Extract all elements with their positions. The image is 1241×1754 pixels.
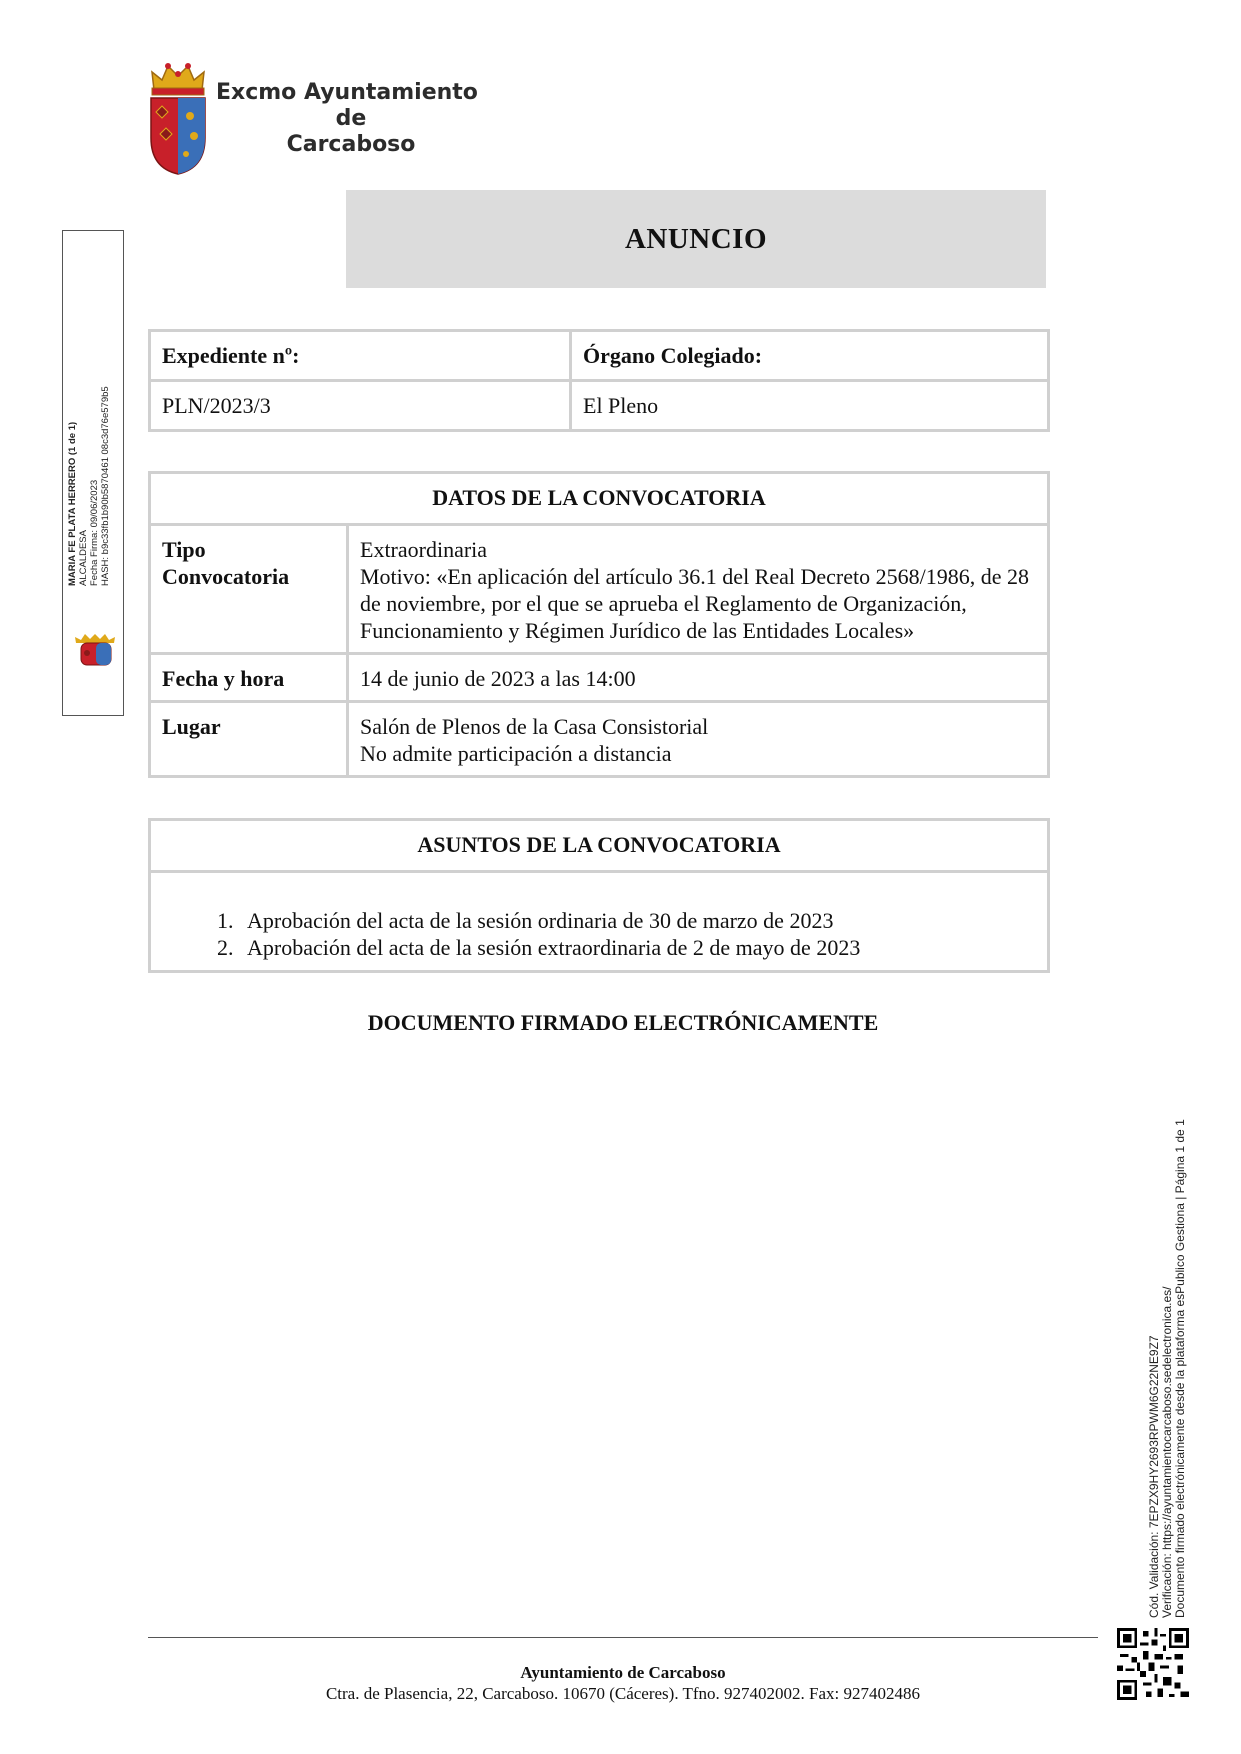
list-item-number: 1. bbox=[217, 908, 234, 933]
expediente-table bbox=[148, 329, 1050, 432]
signed-notice: DOCUMENTO FIRMADO ELECTRÓNICAMENTE bbox=[367, 1010, 879, 1035]
title-banner bbox=[346, 190, 1046, 288]
list-item-text: Aprobación del acta de la sesión ordinaria de 30 de marzo de 2023 bbox=[247, 908, 834, 933]
coat-of-arms-icon bbox=[146, 60, 210, 176]
signer-name: MARIA FE PLATA HERRERO (1 de 1) bbox=[67, 421, 78, 586]
asuntos-heading: ASUNTOS DE LA CONVOCATORIA bbox=[150, 820, 1049, 872]
table-row bbox=[150, 331, 1049, 381]
lugar-value-line1: Salón de Plenos de la Casa Consistorial bbox=[360, 714, 709, 739]
signature-hash: HASH: b9c33fb1b90b5870461 08c3d76e579b5 bbox=[100, 386, 111, 586]
table-header-row bbox=[150, 473, 1049, 525]
table-row bbox=[150, 381, 1049, 431]
datos-convocatoria-table bbox=[148, 471, 1050, 778]
qr-code-icon bbox=[1117, 1628, 1189, 1700]
coat-of-arms-icon bbox=[73, 633, 117, 667]
verification-url[interactable]: Verificación: https://ayuntamientocarcaboso.sedelectronica.es/ bbox=[1160, 1286, 1174, 1618]
footer-address: Ctra. de Plasencia, 22, Carcaboso. 10670 (Cáceres). Tfno. 927402002. Fax: 927402486 bbox=[325, 1684, 921, 1703]
table-row bbox=[150, 702, 1049, 777]
asuntos-list bbox=[162, 907, 1036, 961]
organo-value: El Pleno bbox=[571, 381, 1049, 431]
footer bbox=[148, 1662, 1098, 1704]
signature-date: Fecha Firma: 09/06/2023 bbox=[89, 479, 100, 586]
logo-line-2: de bbox=[335, 106, 367, 131]
list-item bbox=[217, 934, 1036, 961]
expediente-label: Expediente nº: bbox=[150, 331, 571, 381]
table-row bbox=[150, 654, 1049, 702]
footer-name: Ayuntamiento de Carcaboso bbox=[520, 1663, 726, 1682]
list-item-text: Aprobación del acta de la sesión extraordinaria de 2 de mayo de 2023 bbox=[247, 935, 861, 960]
lugar-label: Lugar bbox=[150, 702, 348, 777]
logo-line-1: Excmo Ayuntamiento bbox=[216, 80, 478, 105]
lugar-value bbox=[348, 702, 1049, 777]
tipo-value bbox=[348, 525, 1049, 654]
page-title: ANUNCIO bbox=[624, 222, 768, 255]
expediente-value: PLN/2023/3 bbox=[150, 381, 571, 431]
table-row bbox=[150, 525, 1049, 654]
asuntos-list-cell bbox=[150, 872, 1049, 972]
signature-box bbox=[62, 230, 124, 716]
fecha-label: Fecha y hora bbox=[150, 654, 348, 702]
signature-text bbox=[67, 186, 117, 586]
tipo-label-line1: Tipo bbox=[162, 537, 206, 562]
list-item-number: 2. bbox=[217, 935, 234, 960]
logo-line-3: Carcaboso bbox=[286, 132, 416, 157]
organo-label: Órgano Colegiado: bbox=[571, 331, 1049, 381]
tipo-value-line1: Extraordinaria bbox=[360, 537, 488, 562]
lugar-value-line2: No admite participación a distancia bbox=[360, 741, 672, 766]
platform-note: Documento firmado electrónicamente desde la plataforma esPublico Gestiona | Página 1 de 1 bbox=[1173, 1119, 1187, 1618]
datos-heading: DATOS DE LA CONVOCATORIA bbox=[150, 473, 1049, 525]
table-header-row bbox=[150, 820, 1049, 872]
footer-divider bbox=[148, 1637, 1098, 1638]
header-logo bbox=[146, 60, 486, 180]
tipo-label bbox=[150, 525, 348, 654]
motivo-text: Motivo: «En aplicación del artículo 36.1 del Real Decreto 2568/1986, de 28 de noviembre, por el que se aprueba el Reglamento de Organización, Funcionamiento y Régimen Jurídico de las Entidades Locales» bbox=[360, 564, 1029, 643]
fecha-value: 14 de junio de 2023 a las 14:00 bbox=[348, 654, 1049, 702]
signer-role: ALCALDESA bbox=[78, 530, 89, 586]
tipo-label-line2: Convocatoria bbox=[162, 564, 290, 589]
logo-title bbox=[216, 80, 486, 158]
validation-text bbox=[1148, 1098, 1192, 1618]
asuntos-convocatoria-table bbox=[148, 818, 1050, 973]
validation-code: Cód. Validación: 7EPZX9HY2693RPWM6G22NE9Z7 bbox=[1147, 1335, 1161, 1618]
table-row bbox=[150, 872, 1049, 972]
list-item bbox=[217, 907, 1036, 934]
